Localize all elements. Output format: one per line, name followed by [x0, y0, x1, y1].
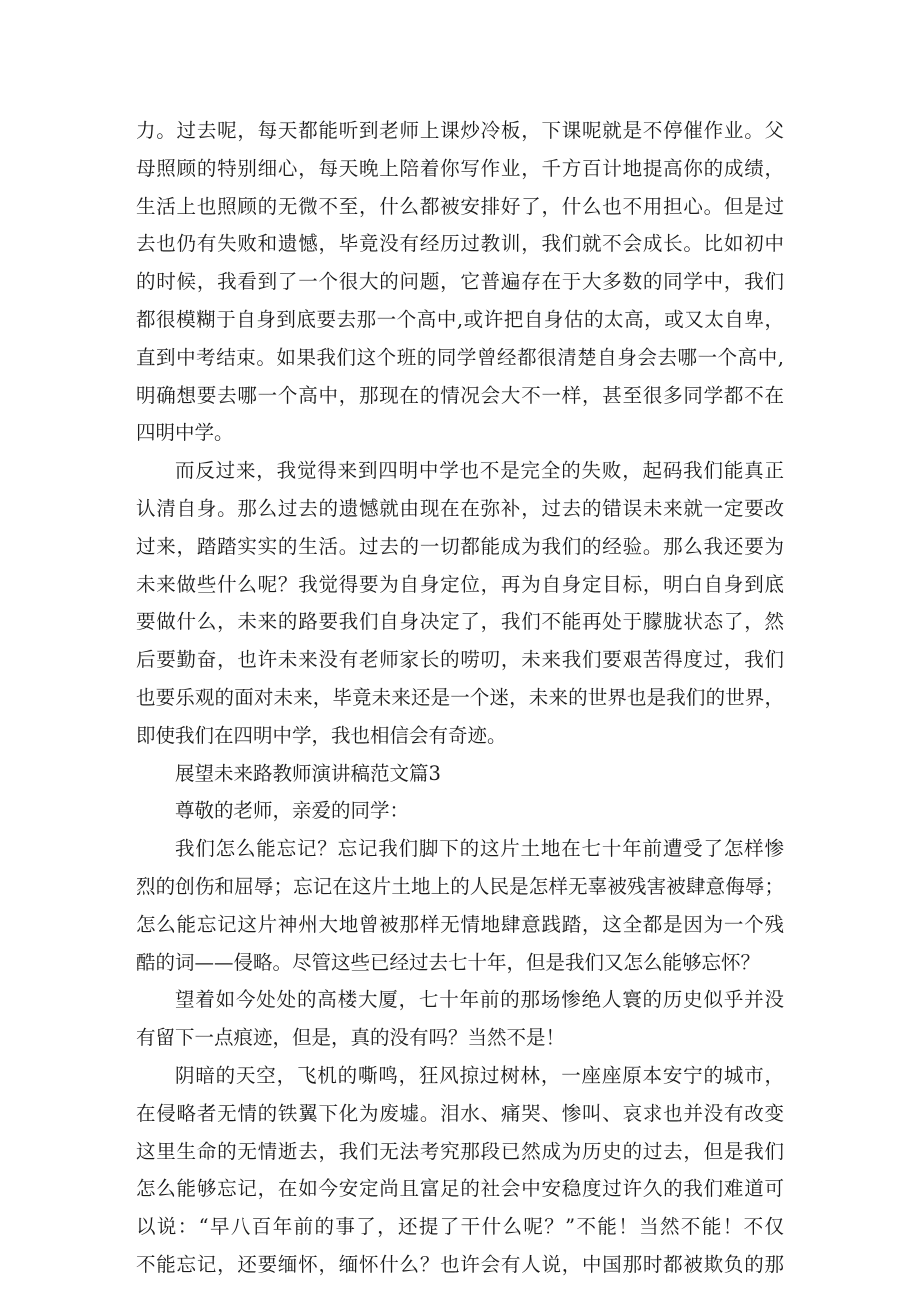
text-line: 怎么能忘记这片神州大地曾被那样无情地肆意践踏，这全都是因为一个残: [136, 912, 784, 936]
text-line: 的时候，我看到了一个很大的问题，它普遍存在于大多数的同学中，我们: [136, 270, 784, 294]
text-line: 这里生命的无情逝去，我们无法考究那段已然成为历史的过去，但是我们: [136, 1139, 784, 1163]
text-line: 过来，踏踏实实的生活。过去的一切都能成为我们的经验。那么我还要为: [136, 534, 784, 558]
text-line: 后要勤奋，也许未来没有老师家长的唠叨，未来我们要艰苦得度过，我们: [136, 648, 784, 672]
text-line: 阴暗的天空，飞机的嘶鸣，狂风掠过树林，一座座原本安宁的城市，: [175, 1063, 784, 1087]
text-line: 尊敬的老师，亲爱的同学：: [175, 799, 410, 823]
text-line: 即使我们在四明中学，我也相信会有奇迹。: [136, 723, 507, 747]
text-line: 不能忘记，还要缅怀，缅怀什么？也许会有人说，中国那时都被欺负的那: [136, 1252, 784, 1276]
text-line: 直到中考结束。如果我们这个班的同学曾经都很清楚自身会去哪一个高中,: [136, 345, 784, 369]
text-line: 望着如今处处的高楼大厦，七十年前的那场惨绝人寰的历史似乎并没: [175, 988, 784, 1012]
text-line: 母照顾的特别细心，每天晚上陪着你写作业，千方百计地提高你的成绩，: [136, 156, 784, 180]
text-line: 去也仍有失败和遗憾，毕竟没有经历过教训，我们就不会成长。比如初中: [136, 232, 784, 256]
text-line: 未来做些什么呢？我觉得要为自身定位，再为自身定目标，明白自身到底: [136, 572, 784, 596]
text-line: 怎么能够忘记，在如今安定尚且富足的社会中安稳度过许久的我们难道可: [136, 1177, 784, 1201]
section-heading: 展望未来路教师演讲稿范文篇3: [175, 761, 441, 785]
text-line: 明确想要去哪一个高中，那现在的情况会大不一样，甚至很多同学都不在: [136, 383, 784, 407]
text-line: 认清自身。那么过去的遗憾就由现在在弥补，过去的错误未来就一定要改: [136, 496, 784, 520]
text-line: 也要乐观的面对未来，毕竟未来还是一个迷，未来的世界也是我们的世界，: [136, 685, 784, 709]
text-line: 以说：“早八百年前的事了，还提了干什么呢？”不能！当然不能！不仅: [136, 1215, 784, 1239]
text-line: 要做什么，未来的路要我们自身决定了，我们不能再处于朦胧状态了，然: [136, 610, 784, 634]
text-line: 生活上也照顾的无微不至，什么都被安排好了，什么也不用担心。但是过: [136, 194, 784, 218]
text-line: 酷的词——侵略。尽管这些已经过去七十年，但是我们又怎么能够忘怀？: [136, 950, 761, 974]
text-line: 烈的创伤和屈辱；忘记在这片土地上的人民是怎样无辜被残害被肆意侮辱；: [136, 874, 784, 898]
text-line: 而反过来，我觉得来到四明中学也不是完全的失败，起码我们能真正: [175, 459, 784, 483]
text-line: 都很模糊于自身到底要去那一个高中,或许把自身估的太高，或又太自卑，: [136, 307, 784, 331]
text-line: 在侵略者无情的铁翼下化为废墟。泪水、痛哭、惨叫、哀求也并没有改变: [136, 1101, 784, 1125]
text-line: 四明中学。: [136, 421, 234, 445]
document-body: [136, 112, 784, 1284]
text-line: 有留下一点痕迹，但是，真的没有吗？当然不是！: [136, 1026, 566, 1050]
text-line: 我们怎么能忘记？忘记我们脚下的这片土地在七十年前遭受了怎样惨: [175, 837, 784, 861]
text-line: 力。过去呢，每天都能听到老师上课炒冷板，下课呢就是不停催作业。父: [136, 119, 784, 142]
